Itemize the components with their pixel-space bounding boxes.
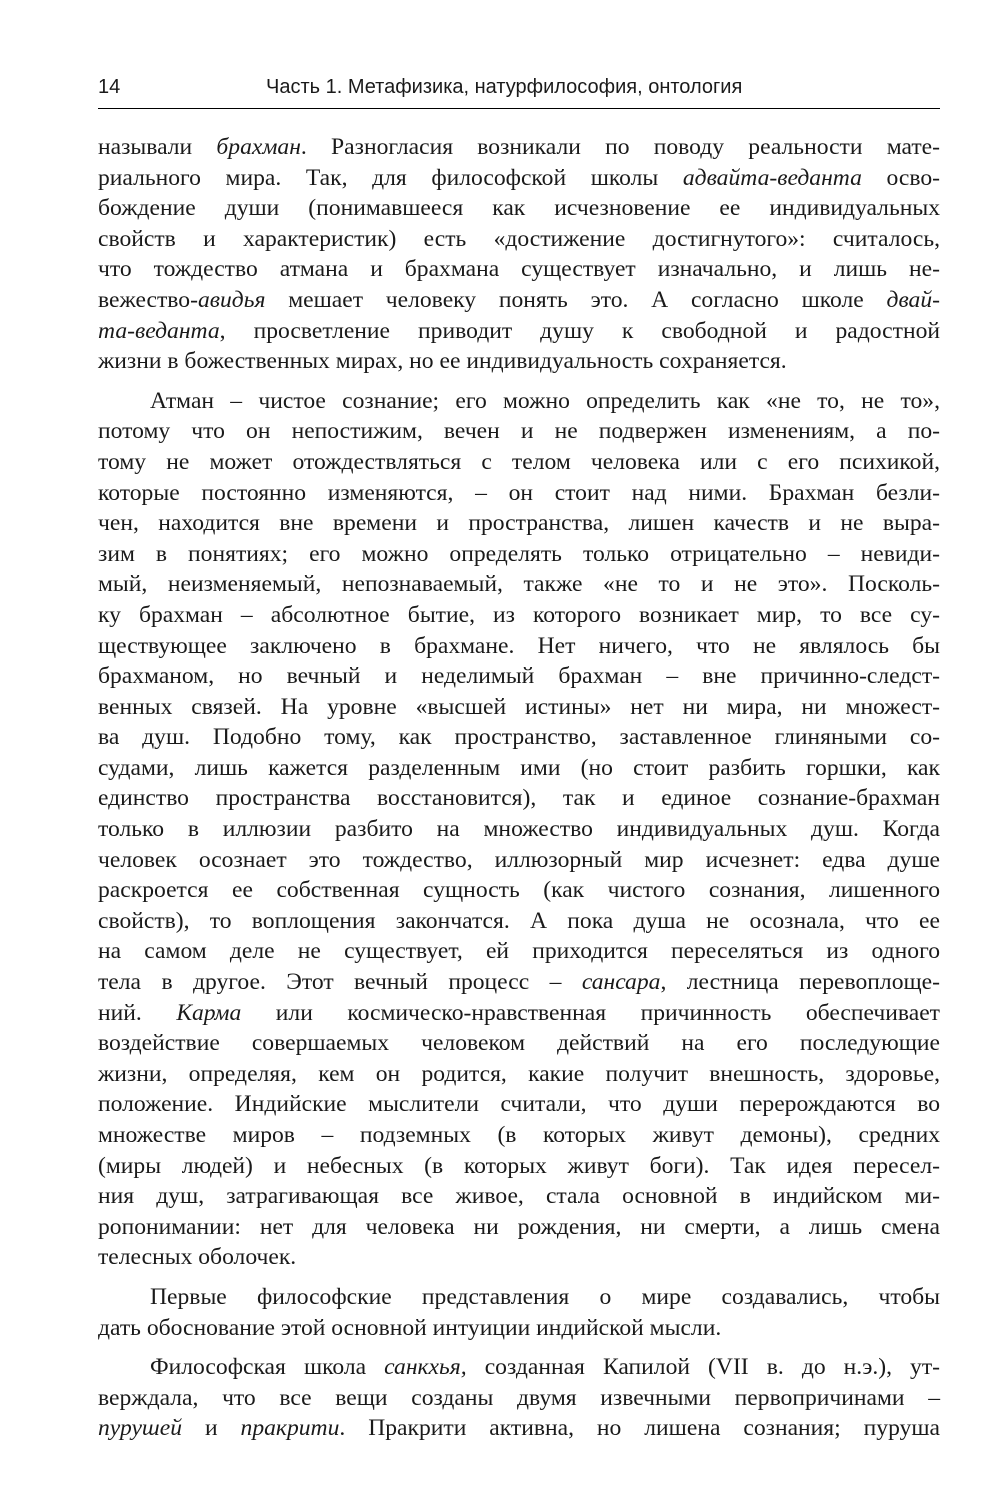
text-line: Атман – чистое сознание; его можно определить как «не то, не то»,	[150, 387, 940, 414]
italic-term: сансара	[581, 969, 661, 996]
running-head: Часть 1. Метафизика, натурфилософия, онтология	[266, 76, 743, 98]
text-line: ществующее заключено в брахмане. Нет ничего, что не являлось бы	[98, 632, 940, 659]
text-line: свойств и характеристик) есть «достижение достигнутого»: считалось,	[98, 225, 940, 252]
text-line: венных связей. На уровне «высшей истины» нет ни мира, ни множест-	[98, 693, 940, 720]
header-rule	[98, 108, 940, 109]
paragraph-gap	[98, 1343, 940, 1352]
paragraph-p3	[98, 1282, 940, 1343]
text-line: свойств), то воплощения закончатся. А пока душа не осознала, что ее	[98, 907, 940, 934]
text-line: бождение души (понимавшееся как исчезновение ее индивидуальных	[98, 195, 940, 222]
text-line: на самом деле не существует, ей приходится переселяться из одного	[98, 938, 940, 965]
paragraph-p2	[98, 386, 940, 1273]
text-line: дать обоснование этой основной интуиции индийской мысли.	[98, 1314, 722, 1341]
text-line: та-веданта, просветление приводит душу к свободной и радостной	[98, 317, 940, 344]
text-line: зим в понятиях; его можно определять только отрицательно – невиди-	[98, 540, 940, 567]
italic-term: авидья	[197, 286, 266, 313]
italic-term: брахман	[216, 134, 301, 160]
page-number: 14	[98, 76, 121, 98]
body-text	[98, 132, 940, 1444]
italic-term: та-веданта	[98, 317, 220, 344]
text-line: мый, неизменяемый, непознаваемый, также «не то и не это». Посколь-	[98, 571, 940, 598]
text-line: потому что он непостижим, вечен и не подвержен изменениям, а по-	[98, 418, 940, 445]
italic-term: пракрити	[240, 1415, 340, 1442]
text-line: Философская школа санкхья, созданная Капилой (VII в. до н.э.), ут-	[150, 1354, 940, 1381]
paragraph-p4	[98, 1352, 940, 1444]
text-line: чен, находится вне времени и пространства, лишен качеств и не выра-	[98, 510, 940, 537]
text-line: положение. Индийские мыслители считали, что души перерождаются во	[98, 1091, 940, 1118]
text-line: что тождество атмана и брахмана существует изначально, и лишь не-	[98, 256, 940, 283]
text-line: только в иллюзии разбито на множество индивидуальных душ. Когда	[98, 816, 940, 843]
italic-term: пурушей	[98, 1415, 182, 1442]
text-line: единство пространства восстановится), так и единое сознание-брахман	[98, 785, 940, 812]
text-line: человек осознает это тождество, иллюзорный мир исчезнет: едва душе	[98, 846, 940, 873]
page-header	[98, 74, 938, 104]
text-line: (миры людей) и небесных (в которых живут боги). Так идея пересел-	[98, 1152, 940, 1179]
text-line: ния душ, затрагивающая все живое, стала основной в индийском ми-	[98, 1183, 940, 1210]
text-line: верждала, что все вещи созданы двумя извечными первопричинами –	[98, 1384, 940, 1411]
text-line: телесных оболочек.	[98, 1244, 297, 1271]
paragraph-p1	[98, 132, 940, 377]
text-line: тому не может отождествляться с телом человека или с его психикой,	[98, 448, 940, 475]
paragraph-gap	[98, 377, 940, 386]
italic-term: Карма	[176, 999, 242, 1026]
text-line: Первые философские представления о мире создавались, чтобы	[150, 1283, 940, 1310]
text-line: ропонимании: нет для человека ни рождения, ни смерти, а лишь смена	[98, 1213, 940, 1240]
text-line: жизни, определяя, кем он родится, какие получит внешность, здоровье,	[98, 1060, 940, 1087]
text-line: брахманом, но вечный и неделимый брахман – вне причинно-следст-	[98, 663, 940, 690]
text-line: пурушей и пракрити. Пракрити активна, но лишена сознания; пуруша	[98, 1415, 940, 1442]
text-line: ний. Карма или космическо-нравственная причинность обеспечивает	[98, 999, 940, 1026]
text-line: жизни в божественных мирах, но ее индивидуальность сохраняется.	[98, 348, 787, 375]
text-line: тела в другое. Этот вечный процесс – сансара, лестница перевоплоще-	[98, 969, 940, 996]
text-line: судами, лишь кажется разделенным ими (но стоит разбить горшки, как	[98, 754, 940, 781]
text-line: вежество-авидья мешает человеку понять это. А согласно школе двай-	[98, 286, 940, 313]
text-line: ку брахман – абсолютное бытие, из которого возникает мир, то все су-	[98, 601, 940, 628]
text-line: воздействие совершаемых человеком действий на его последующие	[98, 1030, 940, 1057]
text-line: называли брахман. Разногласия возникали по поводу реальности мате-	[98, 134, 940, 160]
text-line: ва душ. Подобно тому, как пространство, заставленное глиняными со-	[98, 724, 940, 751]
paragraph-gap	[98, 1273, 940, 1282]
text-line: множестве миров – подземных (в которых живут демоны), средних	[98, 1122, 940, 1148]
italic-term: санкхья,	[384, 1354, 467, 1381]
italic-term: адвайта-веданта	[682, 164, 862, 191]
text-line: риального мира. Так, для философской школы адвайта-веданта осво-	[98, 164, 941, 191]
italic-term: двай-	[886, 286, 940, 313]
text-line: которые постоянно изменяются, – он стоит над ними. Брахман безли-	[98, 479, 940, 506]
text-line: раскроется ее собственная сущность (как чистого сознания, лишенного	[98, 877, 940, 904]
